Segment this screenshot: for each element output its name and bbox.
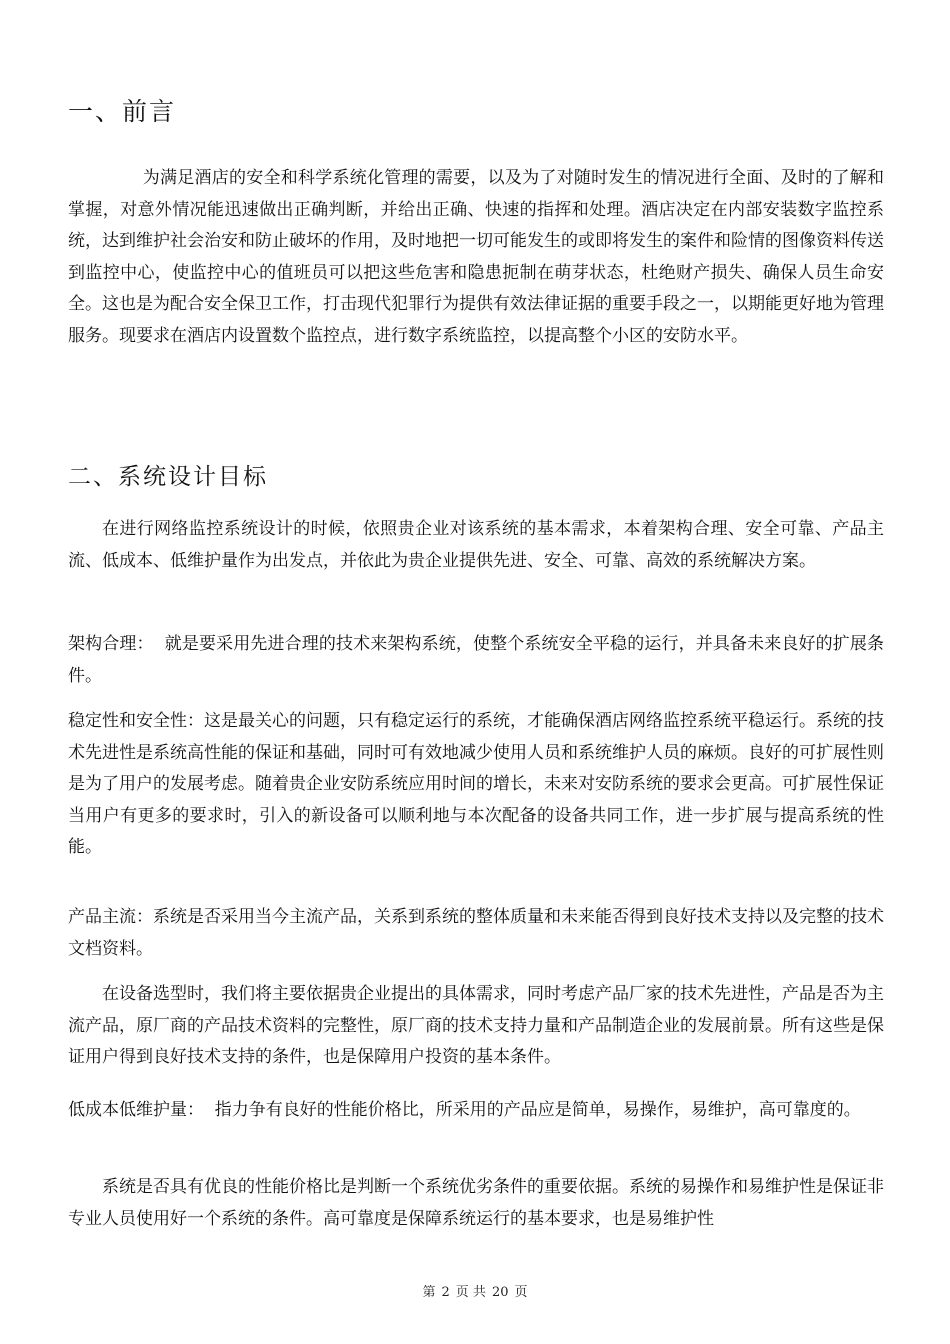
mainstream-product-paragraph: 产品主流：系统是否采用当今主流产品，关系到系统的整体质量和未来能否得到良好技术支持以及完整的技术文档资料。 [68, 907, 884, 959]
current-page-number: 2 [441, 1285, 450, 1300]
footer-prefix: 第 [422, 1285, 436, 1300]
total-page-count: 20 [491, 1285, 509, 1300]
low-cost-maintenance-paragraph: 低成本低维护量： 指力争有良好的性能价格比，所采用的产品应是简单，易操作，易维护，高可靠度的。 [68, 1100, 861, 1120]
architecture-paragraph: 架构合理： 就是要采用先进合理的技术来架构系统，使整个系统安全平稳的运行，并具备未来良好的扩展条件。 [68, 634, 884, 686]
equipment-selection-paragraph: 在设备选型时，我们将主要依据贵企业提出的具体需求，同时考虑产品厂家的技术先进性，产品是否为主流产品，原厂商的产品技术资料的完整性，原厂商的技术支持力量和产品制造企业的发展前景。所有这些是保证用户得到良好技术支持的条件，也是保障用户投资的基本条件。 [68, 984, 884, 1067]
section-title-preface: 一、前言 [68, 97, 177, 126]
design-goals-intro-paragraph: 在进行网络监控系统设计的时候，依照贵企业对该系统的基本需求，本着架构合理、安全可靠、产品主流、低成本、低维护量作为出发点，并依此为贵企业提供先进、安全、可靠、高效的系统解决方案。 [68, 519, 884, 571]
footer-suffix: 页 [514, 1285, 528, 1300]
page-footer [0, 1281, 950, 1300]
footer-middle: 页 共 [455, 1285, 486, 1300]
preface-paragraph: 为满足酒店的安全和科学系统化管理的需要，以及为了对随时发生的情况进行全面、及时的了解和掌握，对意外情况能迅速做出正确判断，并给出正确、快速的指挥和处理。酒店决定在内部安装数字监控系统，达到维护社会治安和防止破坏的作用，及时地把一切可能发生的或即将发生的案件和险情的图像资料传送到监控中心，使监控中心的值班员可以把这些危害和隐患扼制在萌芽状态，杜绝财产损失、确保人员生命安全。这也是为配合安全保卫工作，打击现代犯罪行为提供有效法律证据的重要手段之一，以期能更好地为管理服务。现要求在酒店内设置数个监控点，进行数字系统监控，以提高整个小区的安防水平。 [68, 168, 884, 346]
stability-security-paragraph: 稳定性和安全性：这是最关心的问题，只有稳定运行的系统，才能确保酒店网络监控系统平稳运行。系统的技术先进性是系统高性能的保证和基础，同时可有效地减少使用人员和系统维护人员的麻烦。良好的可扩展性则是为了用户的发展考虑。随着贵企业安防系统应用时间的增长，未来对安防系统的要求会更高。可扩展性保证当用户有更多的要求时，引入的新设备可以顺利地与本次配备的设备共同工作，进一步扩展与提高系统的性能。 [68, 711, 884, 857]
section-title-design-goals: 二、系统设计目标 [68, 464, 268, 490]
price-performance-paragraph: 系统是否具有优良的性能价格比是判断一个系统优劣条件的重要依据。系统的易操作和易维护性是保证非专业人员使用好一个系统的条件。高可靠度是保障系统运行的基本要求，也是易维护性 [68, 1177, 884, 1229]
